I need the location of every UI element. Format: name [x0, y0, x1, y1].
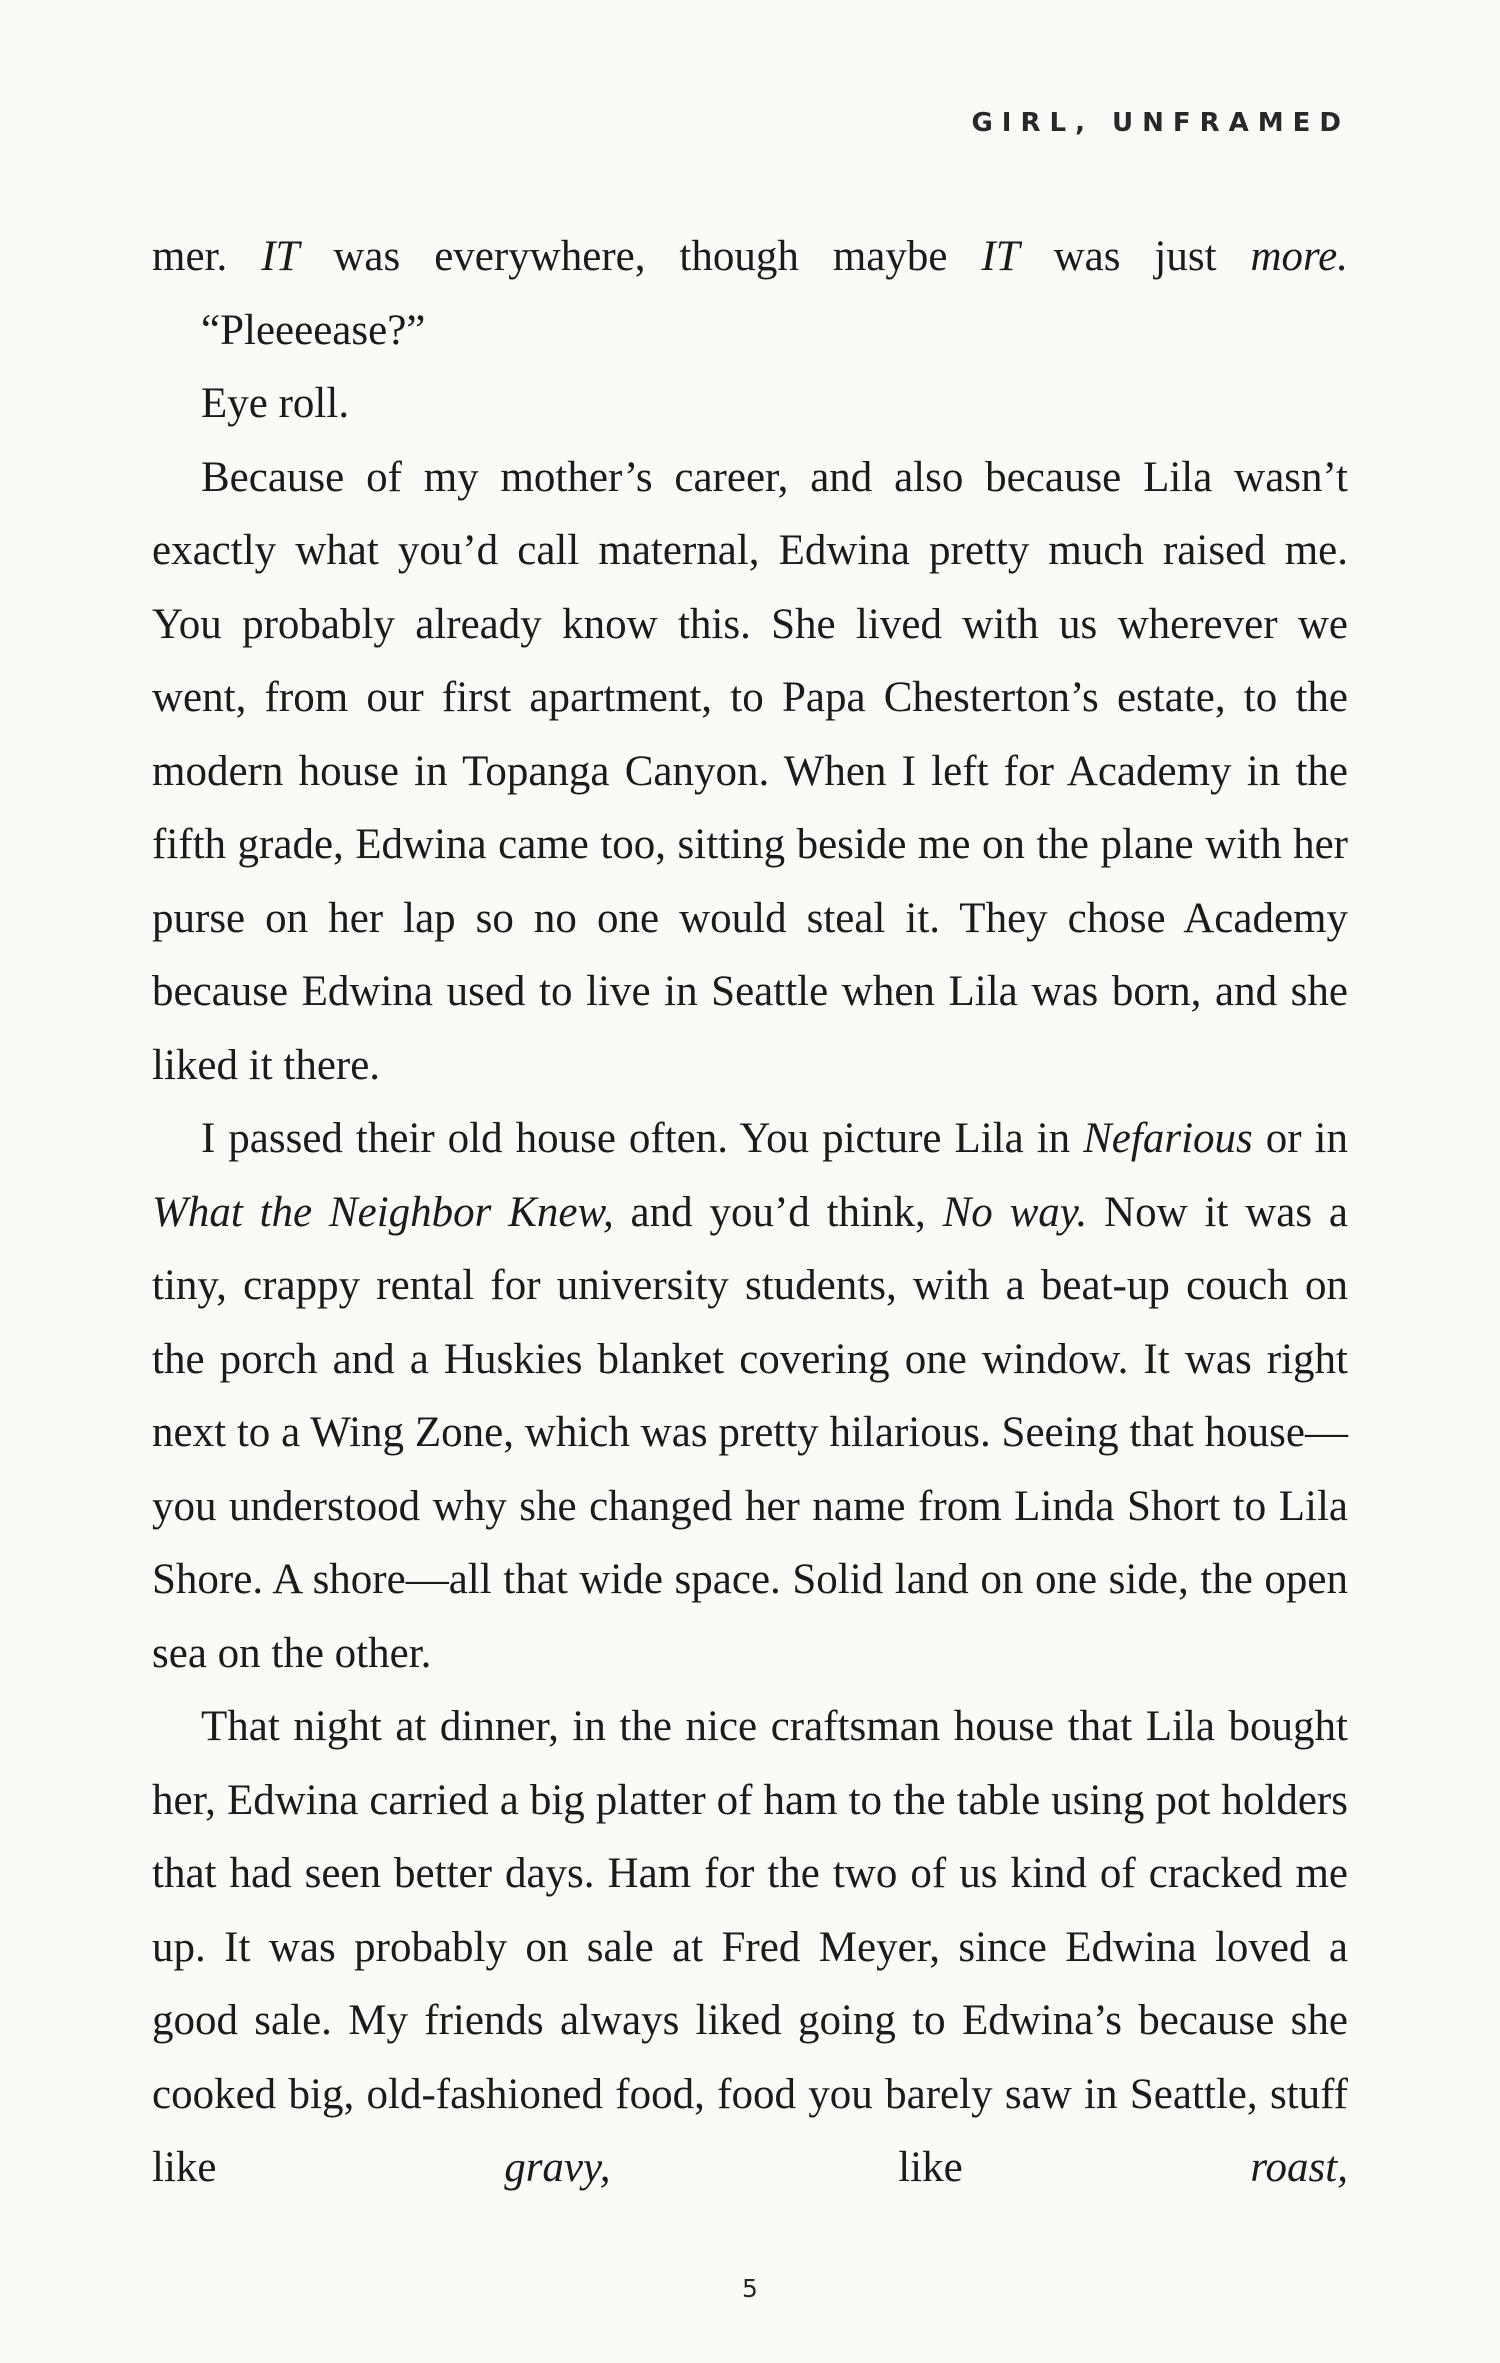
text-run: Now it was a tiny, crappy rental for university students, with a beat-up couch on the porch and a Huskies blanket covering one window. It was right next to a Wing Zone, which was pretty hilarious. Seeing that house—you understood why she changed her name from Linda Short to Lila Shore. A shore—all that wide space. Solid land on one side, the open sea on the other.: [152, 1188, 1348, 1677]
page-number: 5: [742, 2274, 758, 2303]
text-run: and you’d think,: [613, 1188, 943, 1236]
italic-run: No way.: [942, 1188, 1088, 1236]
text-run: like: [610, 2144, 1251, 2191]
italic-run: Nefarious: [1083, 1115, 1253, 1162]
body-text: [152, 220, 1348, 2205]
paragraph-2: “Pleeeease?”: [201, 306, 426, 354]
text-run: That night at dinner, in the nice craftsman house that Lila bought her, Edwina carried a big platter of ham to the table using pot holders that had seen better days. Ham for the two of us kind of cracked me up. It was probably on sale at Fred Meyer, since Edwina loved a good sale. My friends always liked going to Edwina’s because she cooked big, old-fashioned food, food you barely saw in Seattle, stuff like: [152, 1703, 1348, 2191]
italic-run: IT: [981, 233, 1020, 280]
running-head: GIRL, UNFRAMED: [971, 108, 1350, 138]
italic-run: What the Neighbor Knew,: [152, 1188, 614, 1236]
paragraph-4: Because of my mother’s career, and also because Lila wasn’t exactly what you’d call maternal, Edwina pretty much raised me. You probably already know this. She lived with us wherever we went, from our first apartment, to Papa Chesterton’s estate, to the modern house in Topanga Canyon. When I left for Academy in the fifth grade, Edwina came too, sitting beside me on the plane with her purse on her lap so no one would steal it. They chose Academy because Edwina used to live in Seattle when Lila was born, and she liked it there.: [152, 453, 1348, 1089]
text-run: was just: [1019, 233, 1251, 280]
text-run: I passed their old house often. You picture Lila in: [201, 1115, 1084, 1162]
paragraph-6: [152, 1690, 1348, 2205]
text-run: mer.: [152, 233, 262, 280]
italic-run: roast,: [1250, 2144, 1348, 2191]
text-run: or in: [1252, 1115, 1348, 1162]
italic-run: IT: [261, 233, 300, 280]
paragraph-3: Eye roll.: [201, 380, 350, 427]
text-run: was everywhere, though maybe: [299, 233, 982, 280]
paragraph-5: [152, 1102, 1348, 1690]
paragraph-1: [152, 220, 1348, 294]
italic-run: gravy,: [504, 2144, 611, 2191]
italic-run: more.: [1250, 233, 1349, 280]
